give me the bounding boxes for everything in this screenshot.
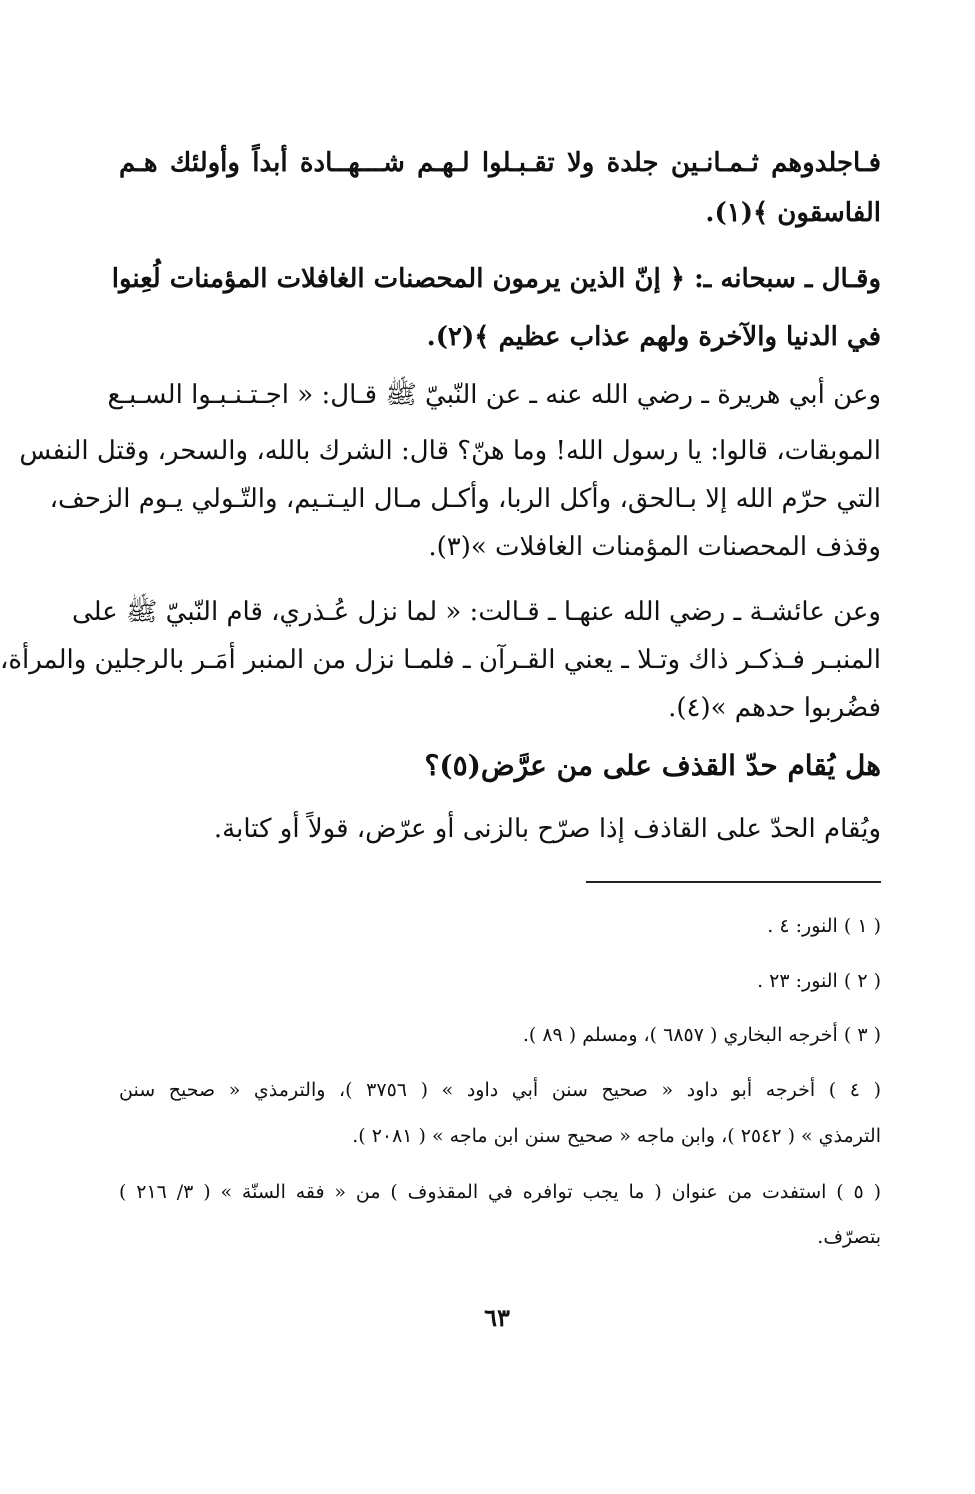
paragraph-line: في الدنيا والآخرة ولهم عذاب عظيم ﴾(٢). bbox=[426, 322, 881, 352]
footnote-line: الترمذي » ( ٢٥٤٢ )، وابن ماجه « صحيح سنن ابن ماجه » ( ٢٠٨١ ). bbox=[352, 1125, 881, 1147]
footnote-line: بتصرّف. bbox=[817, 1226, 881, 1248]
verse-line: الفاسقون ﴾(١). bbox=[705, 198, 881, 228]
paragraph-line: الموبقات، قالوا: يا رسول الله! وما هنّ؟ قال: الشرك بالله، والسحر، وقتل النفس bbox=[19, 436, 881, 466]
footnote-line: ( ٥ ) استفدت من عنوان ( ما يجب توافره في المقذوف ) من « فقه السنّة » ( ٣/ ٢١٦ ) bbox=[119, 1181, 882, 1203]
paragraph-line: ويُقام الحدّ على القاذف إذا صرّح بالزنى أو عرّض، قولاً أو كتابة. bbox=[213, 814, 881, 844]
paragraph-line: وعن أبي هريرة ـ رضي الله عنه ـ عن النّبيّ ﷺ قـال: « اجـتـنـبـوا السـبـع bbox=[107, 380, 881, 410]
footnote-line: ( ٢ ) النور: ٢٣ . bbox=[757, 970, 881, 992]
paragraph-line: وقذف المحصنات المؤمنات الغافلات »(٣). bbox=[428, 532, 881, 562]
paragraph-line: فضُربوا حدهم »(٤). bbox=[668, 693, 881, 723]
paragraph-line: التي حرّم الله إلا بـالحق، وأكل الربا، وأكـل مـال اليـتـيم، والتّـولي يـوم الزحف، bbox=[49, 484, 881, 514]
verse-line: فـاجلدوهم ثـمـانـين جلدة ولا تقـبـلوا لـهـم شـــهــادة أبداً وأولئك هـم bbox=[119, 148, 881, 178]
page-number: ٦٣ bbox=[484, 1303, 510, 1332]
footnote-line: ( ٣ ) أخرجه البخاري ( ٦٨٥٧ )، ومسلم ( ٨٩ ). bbox=[522, 1024, 881, 1046]
paragraph-line: وعن عائشـة ـ رضي الله عنهـا ـ قـالت: « لما نزل عُـذري، قام النّبيّ ﷺ على bbox=[71, 597, 881, 627]
footnote-line: ( ١ ) النور: ٤ . bbox=[767, 915, 881, 937]
section-heading: هل يُقام حدّ القذف على من عرَّض(٥)؟ bbox=[424, 749, 881, 782]
footnote-line: ( ٤ ) أخرجه أبو داود « صحيح سنن أبي داود » ( ٣٧٥٦ )، والترمذي « صحيح سنن bbox=[119, 1079, 881, 1101]
footnote-separator bbox=[586, 881, 881, 883]
paragraph-line: وقـال ـ سبحانه ـ: ﴿ إنّ الذين يرمون المحصنات الغافلات المؤمنات لُعِنوا bbox=[111, 264, 881, 294]
paragraph-line: المنبـر فـذكـر ذاك وتـلا ـ يعني القـرآن ـ فلمـا نزل من المنبر أمَـر بالرجلين والمرأة، bbox=[0, 645, 881, 675]
